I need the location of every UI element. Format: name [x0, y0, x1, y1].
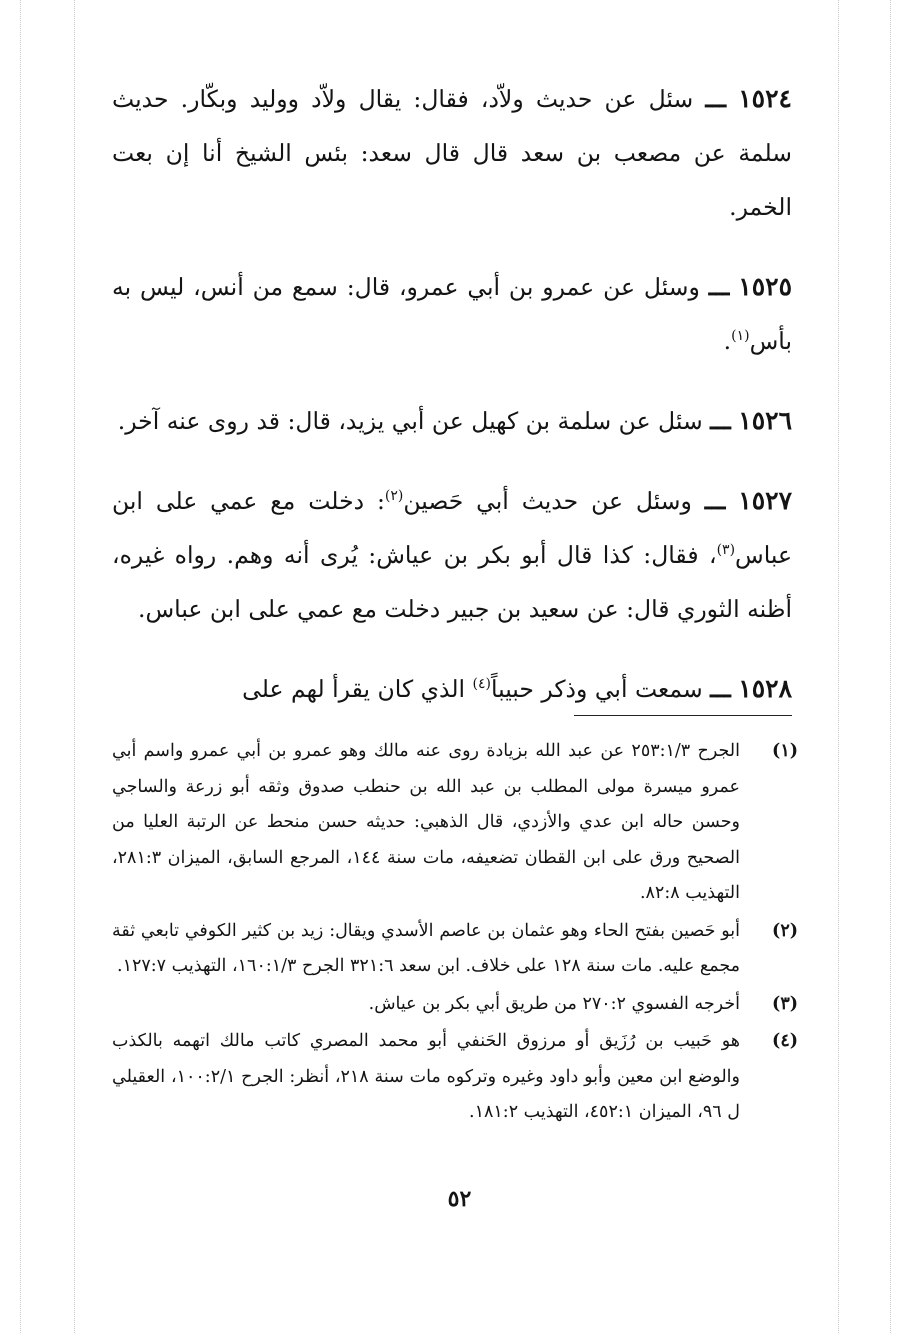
entry-number: ١٥٢٤	[738, 84, 792, 113]
entry-text: : دخلت مع عمي على ابن عباس	[112, 487, 792, 569]
entry-separator: ـــ	[710, 675, 731, 703]
footnote-ref: (٣)	[716, 542, 736, 559]
footnote-text: الجرح ٢٥٣:١/٣ عن عبد الله بزيادة روى عنه مالك وهو عمرو بن أبي عمرو واسم أبي عمرو ميسرة مولى المطلب بن عبد الله بن حنطب صدوق وثقه أبو زرعة والساجي وحسن حاله ابن عدي والأزدي، قال الذهبي: حديثه حسن منحط عن الرتبة العليا من الصحيح ورق على ابن القطان تضعيفه، مات سنة ١٤٤، المرجع السابق، الميزان ٢٨١:٣، التهذيب ٨٢:٨.	[112, 741, 740, 903]
scan-guide-line	[20, 0, 21, 1333]
entry-separator: ـــ	[708, 273, 730, 301]
page-number: ٥٢	[447, 1186, 472, 1212]
entry-text: وسئل عن عمرو بن أبي عمرو، قال: سمع من أنس، ليس به بأس	[112, 273, 792, 355]
footnotes	[112, 734, 798, 1133]
entry-text-tail: .	[723, 327, 732, 355]
entry-number: ١٥٢٧	[738, 486, 792, 515]
main-text	[112, 72, 792, 742]
entry-text: سئل عن حديث ولاّد، فقال: يقال ولاّد ووليد وبكّار. حديث سلمة عن مصعب بن سعد قال قال سعد: بئس الشيخ أنا إن بعت الخمر.	[112, 85, 792, 221]
footnote-number: (٤)	[772, 1031, 798, 1051]
footnote-ref: (٢)	[384, 488, 404, 505]
scan-guide-line	[74, 0, 75, 1333]
entry-separator: ـــ	[710, 407, 731, 435]
footnote-4	[112, 1024, 798, 1131]
footnote-3	[112, 987, 798, 1023]
footnote-1	[112, 734, 798, 912]
entry-1527	[112, 474, 792, 636]
entry-1526	[112, 394, 792, 448]
entry-1525	[112, 260, 792, 368]
entry-text: سئل عن سلمة بن كهيل عن أبي يزيد، قال: قد روى عنه آخر.	[117, 407, 703, 435]
entry-text: وسئل عن حديث أبي حَصين	[403, 487, 692, 515]
footnote-ref: (٤)	[472, 676, 491, 693]
footnote-number: (١)	[772, 741, 798, 761]
footnote-number: (٢)	[772, 920, 798, 941]
footnote-divider	[574, 715, 792, 716]
scan-guide-line	[838, 0, 839, 1333]
entry-1524	[112, 72, 792, 234]
footnote-text: أخرجه الفسوي ٢٧٠:٢ من طريق أبي بكر بن عياش.	[368, 993, 740, 1014]
entry-text: الذي كان يقرأ لهم على	[242, 675, 473, 703]
footnote-number: (٣)	[772, 993, 798, 1014]
entry-number: ١٥٢٨	[738, 674, 792, 703]
scan-guide-line	[890, 0, 891, 1333]
entry-number: ١٥٢٥	[738, 272, 792, 301]
entry-separator: ـــ	[705, 85, 727, 113]
entry-text: سمعت أبي وذكر حبيباً	[490, 675, 703, 703]
entry-number: ١٥٢٦	[738, 406, 792, 435]
footnote-2	[112, 914, 798, 985]
entry-separator: ـــ	[704, 487, 726, 515]
entry-text: ، فقال: كذا قال أبو بكر بن عياش: يُرى أنه وهم. رواه غيره، أظنه الثوري قال: عن سعيد بن جبير دخلت مع عمي على ابن عباس.	[112, 541, 792, 623]
entry-1528	[112, 662, 792, 716]
footnote-ref: (١)	[731, 328, 750, 345]
footnote-text: هو حَبيب بن رُزَيق أو مرزوق الحَنفي أبو محمد المصري كاتب مالك اتهمه بالكذب والوضع ابن معين وأبو داود وغيره وتركوه مات سنة ٢١٨، أنظر: الجرح ١٠٠:٢/١، العقيلي ل ٩٦، الميزان ٤٥٢:١، التهذيب ١٨١:٢.	[112, 1031, 740, 1122]
footnote-text: أبو حَصين بفتح الحاء وهو عثمان بن عاصم الأسدي ويقال: زيد بن كثير الكوفي تابعي ثقة مجمع عليه. مات سنة ١٢٨ على خلاف. ابن سعد ٣٢١:٦ الجرح ١٦٠:١/٣، التهذيب ١٢٧:٧.	[112, 920, 740, 976]
